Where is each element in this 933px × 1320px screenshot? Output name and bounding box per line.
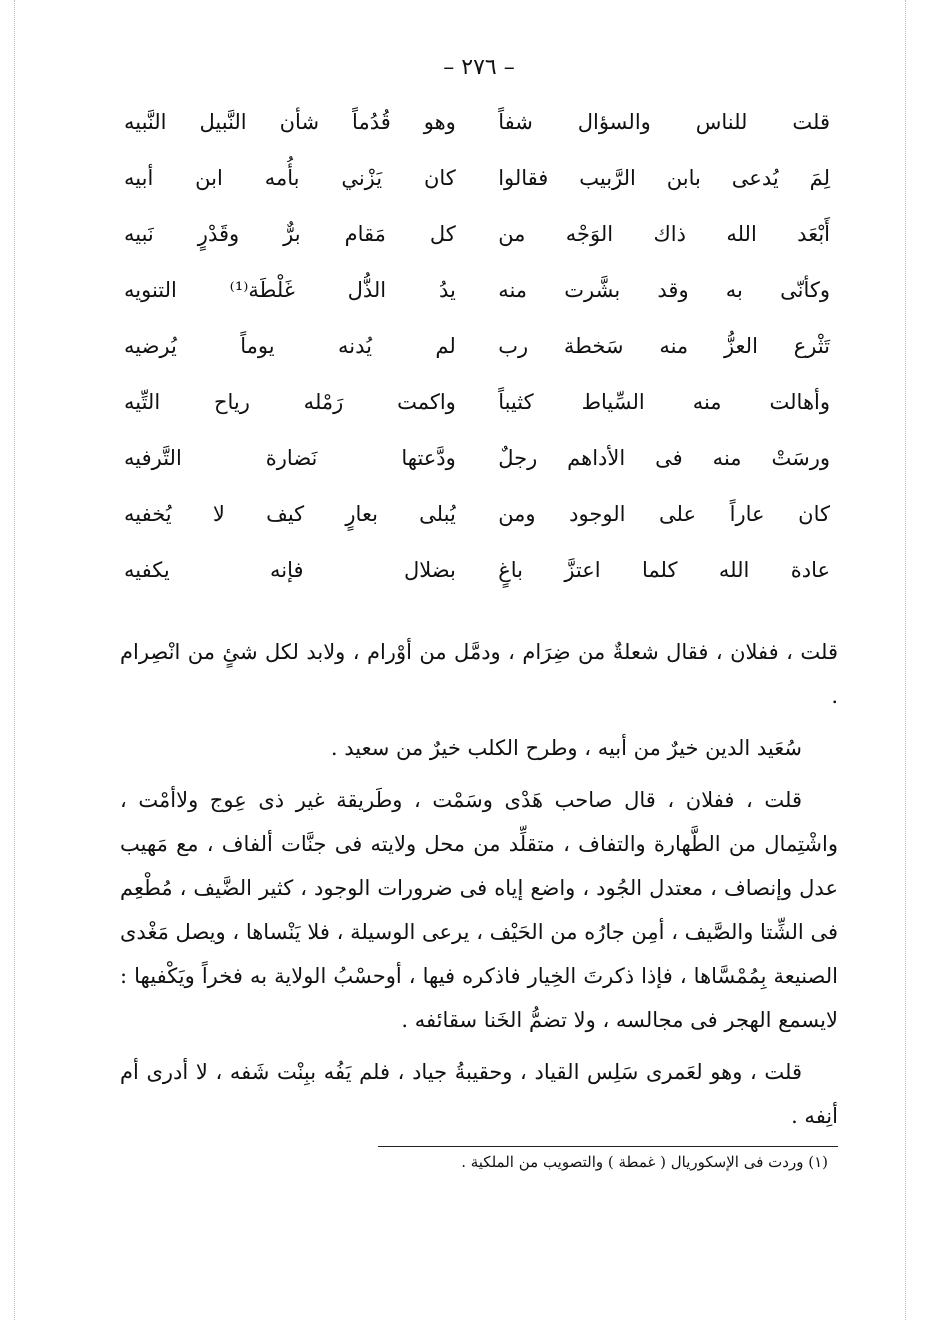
verse-second-hemistich: ودَّعتها نَضارة التَّرفيه [124,446,456,470]
left-margin-rule [14,0,15,1320]
verse-first-hemistich: قلت للناس والسؤال شفاً [498,110,830,134]
verse-line [120,446,838,502]
paragraph: قلت ، وهو لعَمرى سَلِس القياد ، وحقيبةُ جياد ، فلم يَفُه ببِنْت شَفه ، لا أدرى أم أنِفه . [120,1060,838,1128]
verse-line [120,166,838,222]
verse-second-hemistich: لم يُدنه يوماً يُرضيه [124,334,456,358]
verse-first-hemistich: لِمَ يُدعى بابن الرَّبيب فقالوا [498,166,830,190]
paragraph: قلت ، ففلان ، فقال شعلةٌ من ضِرَام ، ودمَّل من أوْرام ، ولابد لكل شئٍ من انْصِرام . [120,640,838,708]
verse-line [120,502,838,558]
verse-line [120,390,838,446]
paragraph: سُعَيد الدين خيرٌ من أبيه ، وطرح الكلب خيرٌ من سعيد . [330,736,802,760]
verse-second-hemistich: وهو قُدُماً شأن النَّبيل النَّبيه [124,110,456,134]
prose-body [120,630,838,1138]
verse-first-hemistich: عادة الله كلما اعتزَّ باغٍ [498,558,830,582]
verse-first-hemistich: وأهالت منه السِّياط كثيباً [498,390,830,414]
verse-line [120,558,838,614]
verse-second-hemistich: كان يَزْني بأُمه ابن أبيه [124,166,456,190]
verse-first-hemistich: أَبْعَد الله ذاك الوَجْه من [498,222,830,246]
verse-second-hemistich: واكمت رَمْله رياح التِّيه [124,390,456,414]
verse-line [120,222,838,278]
page-number: – ٢٧٦ – [443,55,515,80]
verse-second-hemistich: بضلال فإنه يكفيه [124,558,456,582]
verse-line [120,110,838,166]
verse-second-hemistich: يدُ الذُّل غَلْطَة⁽¹⁾ التنويه [124,278,456,302]
verse-second-hemistich: يُبلى بعارٍ كيف لا يُخفيه [124,502,456,526]
verse-line [120,278,838,334]
book-page [120,55,838,1171]
right-margin-rule [905,0,906,1320]
verse-first-hemistich: تَثْرع العزُّ منه سَخطة رب [498,334,830,358]
verse-first-hemistich: وكأنّى به وقد بشَّرت منه [498,278,830,302]
footnote-divider [378,1146,838,1147]
poem [120,110,838,614]
verse-line [120,334,838,390]
verse-first-hemistich: كان عاراً على الوجود ومن [498,502,830,526]
verse-first-hemistich: ورسَتْ منه فى الأداهم رجلٌ [498,446,830,470]
paragraph: قلت ، ففلان ، قال صاحب هَدْى وسَمْت ، وطَريقة غير ذى عِوج ولاأمْت ، واشْتِمال من الطَّهارة والتفاف ، متقلِّد من محل ولايته فى جنَّات ألفاف ، مع مَهيب عدل وإنصاف ، معتدل الجُود ، واضع إياه فى ضرورات الوجود ، كثير الضَّيف ، مُطْعِم فى الشِّتا والصَّيف ، أمِن جارُه من الحَيْف ، يرعى الوسيلة ، فلا يَنْساها ، ويصل مَغْدى الصنيعة بِمُمْسَّاها ، فإذا ذكرتَ الخِيار فاذكره فيها ، أوحسْبُ الولاية به فخراً ويَكْفيها : لايسمع الهجر فى مجالسه ، ولا تضمُّ الخَنا سقائفه . [120,788,838,1032]
footnote: (١) وردت فى الإسكوريال ( غمطة ) والتصويب من الملكية . [461,1153,828,1171]
verse-second-hemistich: كل مَقام برٌّ وقَدْرٍ نَبيه [124,222,456,246]
